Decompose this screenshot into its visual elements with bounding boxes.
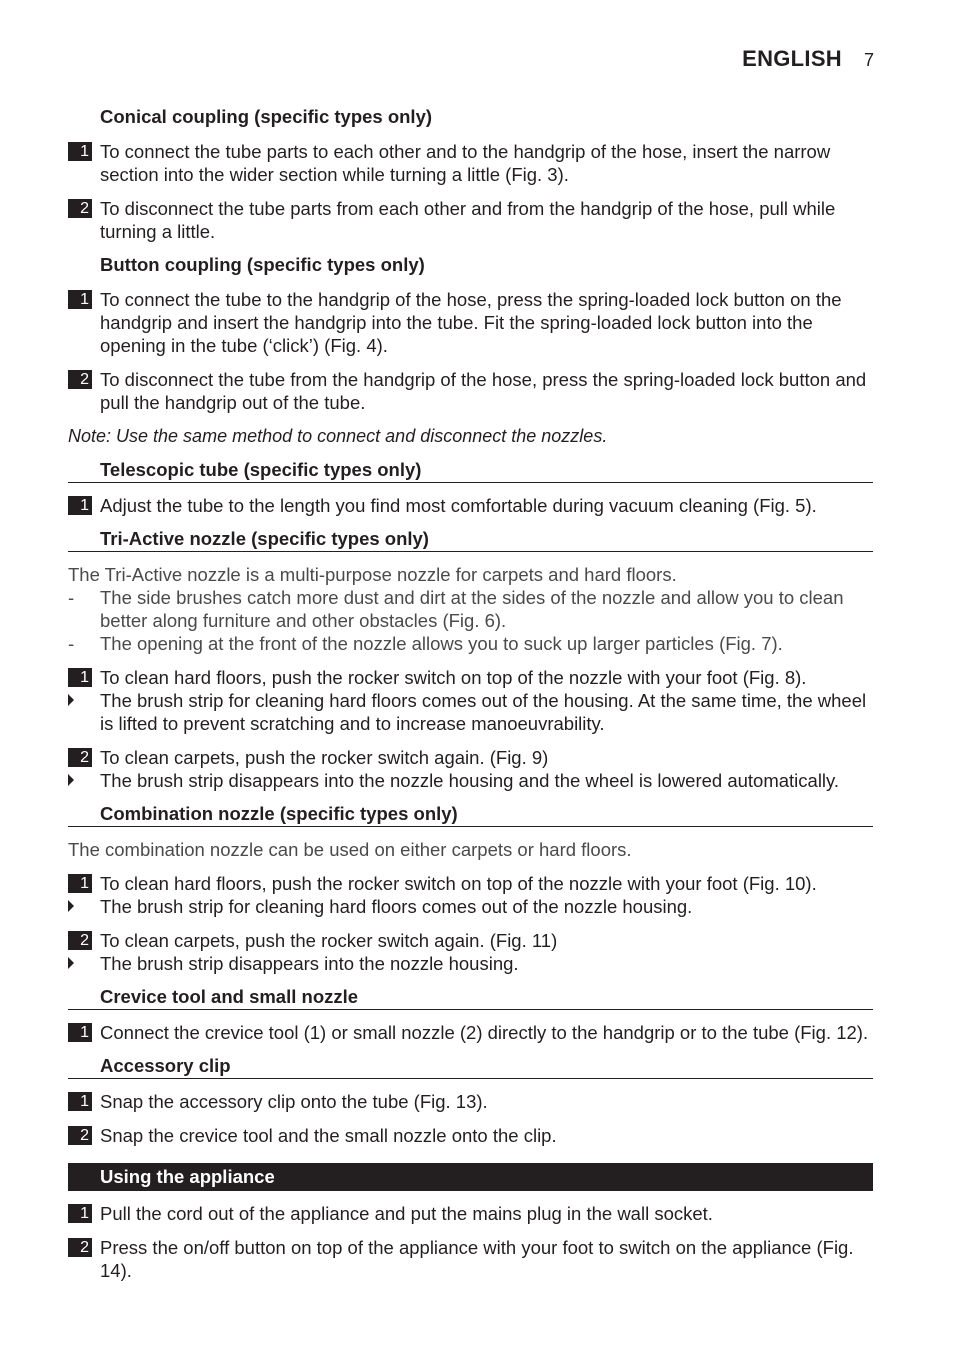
step-text: To clean hard floors, push the rocker switch on top of the nozzle with your foot (Fig. 10). — [100, 873, 817, 894]
step-text: Press the on/off button on top of the appliance with your foot to switch on the appliance (Fig. 14). — [100, 1237, 854, 1281]
step-number: 1 — [68, 290, 92, 309]
step-number: 1 — [68, 496, 92, 515]
language-label: ENGLISH — [742, 46, 842, 71]
step-text: To clean carpets, push the rocker switch again. (Fig. 9) — [100, 747, 549, 768]
bullet-text: The opening at the front of the nozzle allows you to suck up larger particles (Fig. 7). — [100, 633, 783, 654]
intro-tri-active: The Tri-Active nozzle is a multi-purpose nozzle for carpets and hard floors. — [68, 564, 677, 585]
result-arrow-icon — [68, 774, 74, 786]
step-text: To disconnect the tube parts from each other and from the handgrip of the hose, pull while turning a little. — [100, 198, 836, 242]
result-arrow-icon — [68, 694, 74, 706]
step-text: Snap the accessory clip onto the tube (Fig. 13). — [100, 1091, 488, 1112]
step-tri-active-2 — [68, 746, 873, 769]
result-arrow-icon — [68, 957, 74, 969]
section-heading-crevice-tool: Crevice tool and small nozzle — [68, 985, 873, 1010]
step-tri-active-1 — [68, 666, 873, 689]
step-number: 2 — [68, 1238, 92, 1257]
step-conical-2 — [68, 197, 873, 243]
step-crevice-1 — [68, 1021, 873, 1044]
step-number: 2 — [68, 199, 92, 218]
step-combination-2 — [68, 929, 873, 952]
section-heading-conical-coupling: Conical coupling (specific types only) — [100, 106, 433, 127]
chapter-bar-using-the-appliance: Using the appliance — [68, 1163, 873, 1191]
section-heading-tri-active-nozzle: Tri-Active nozzle (specific types only) — [68, 527, 873, 552]
section-heading-accessory-clip: Accessory clip — [68, 1054, 873, 1079]
step-button-1 — [68, 288, 873, 357]
step-text: Snap the crevice tool and the small nozzle onto the clip. — [100, 1125, 557, 1146]
step-text: To clean hard floors, push the rocker switch on top of the nozzle with your foot (Fig. 8). — [100, 667, 807, 688]
page-header — [742, 46, 874, 72]
result-text: The brush strip for cleaning hard floors comes out of the nozzle housing. — [100, 896, 693, 917]
step-number: 1 — [68, 142, 92, 161]
result-combination-1 — [68, 895, 873, 918]
result-combination-2 — [68, 952, 873, 975]
step-text: To connect the tube parts to each other and to the handgrip of the hose, insert the narrow section into the wider section while turning a little (Fig. 3). — [100, 141, 831, 185]
step-combination-1 — [68, 872, 873, 895]
result-arrow-icon — [68, 900, 74, 912]
step-number: 2 — [68, 1126, 92, 1145]
step-text: Connect the crevice tool (1) or small nozzle (2) directly to the handgrip or to the tube (Fig. 12). — [100, 1022, 869, 1043]
note-nozzles: Note: Use the same method to connect and disconnect the nozzles. — [68, 426, 608, 446]
step-text: To disconnect the tube from the handgrip of the hose, press the spring-loaded lock button and pull the handgrip out of the tube. — [100, 369, 867, 413]
step-number: 2 — [68, 748, 92, 767]
bullet-text: The side brushes catch more dust and dirt at the sides of the nozzle and allow you to clean better along furniture and other obstacles (Fig. 6). — [100, 587, 844, 631]
section-heading-combination-nozzle: Combination nozzle (specific types only) — [68, 802, 873, 827]
result-text: The brush strip disappears into the nozzle housing. — [100, 953, 519, 974]
step-text: Adjust the tube to the length you find most comfortable during vacuum cleaning (Fig. 5). — [100, 495, 817, 516]
result-tri-active-2 — [68, 769, 873, 792]
step-number: 1 — [68, 1023, 92, 1042]
step-telescopic-1 — [68, 494, 873, 517]
step-number: 2 — [68, 370, 92, 389]
step-conical-1 — [68, 140, 873, 186]
step-number: 1 — [68, 1092, 92, 1111]
step-using-2 — [68, 1236, 873, 1282]
manual-content — [68, 105, 873, 1282]
step-text: To clean carpets, push the rocker switch again. (Fig. 11) — [100, 930, 558, 951]
bullet-tri-active-2 — [68, 632, 873, 655]
step-number: 1 — [68, 1204, 92, 1223]
step-number: 2 — [68, 931, 92, 950]
result-text: The brush strip for cleaning hard floors comes out of the housing. At the same time, the wheel is lifted to prevent scratching and to increase manoeuvrability. — [100, 690, 867, 734]
step-using-1 — [68, 1202, 873, 1225]
step-text: Pull the cord out of the appliance and put the mains plug in the wall socket. — [100, 1203, 713, 1224]
dash-marker: - — [68, 633, 75, 654]
step-text: To connect the tube to the handgrip of the hose, press the spring-loaded lock button on the handgrip and insert the handgrip into the tube. Fit the spring-loaded lock button into the opening in the tube (‘click’) (Fig. 4). — [100, 289, 842, 356]
step-number: 1 — [68, 668, 92, 687]
step-clip-2 — [68, 1124, 873, 1147]
step-button-2 — [68, 368, 873, 414]
step-number: 1 — [68, 874, 92, 893]
result-text: The brush strip disappears into the nozzle housing and the wheel is lowered automatically. — [100, 770, 840, 791]
dash-marker: - — [68, 587, 75, 608]
step-clip-1 — [68, 1090, 873, 1113]
section-heading-button-coupling: Button coupling (specific types only) — [100, 254, 425, 275]
page-number: 7 — [863, 50, 874, 70]
result-tri-active-1 — [68, 689, 873, 735]
intro-combination: The combination nozzle can be used on either carpets or hard floors. — [68, 839, 632, 860]
bullet-tri-active-1 — [68, 586, 873, 632]
section-heading-telescopic-tube: Telescopic tube (specific types only) — [68, 458, 873, 483]
